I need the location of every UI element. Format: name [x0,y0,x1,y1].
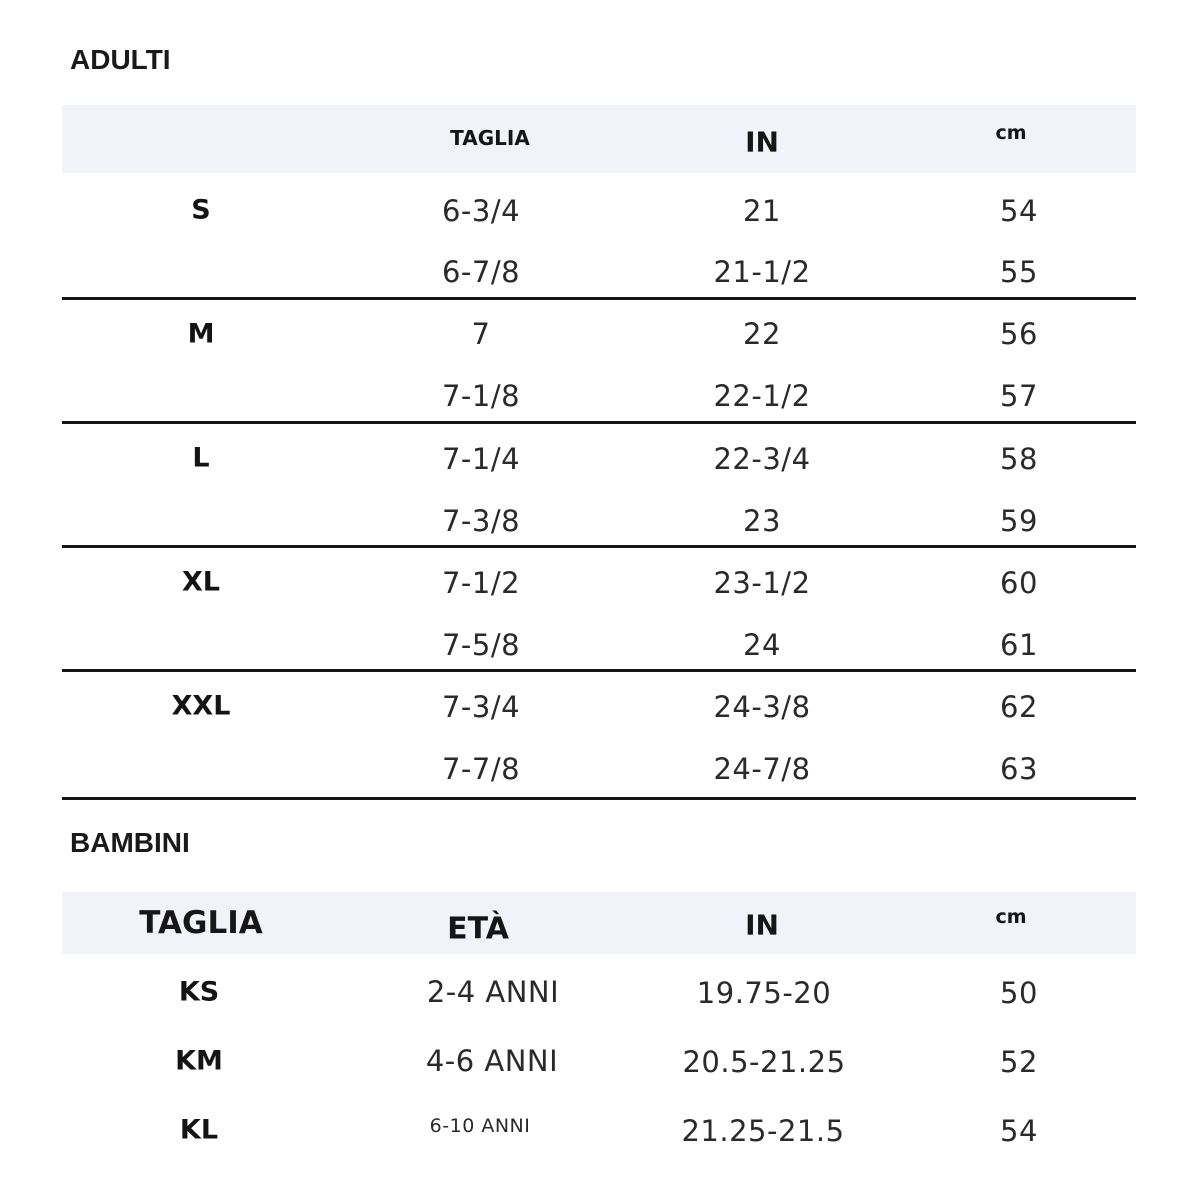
adults-header-cm: cm [995,122,1027,144]
kid-in-value: 20.5-21.25 [682,1045,846,1079]
adult-size-label: XXL [171,690,231,722]
group-divider [62,297,1136,300]
adults-title: ADULTI [70,44,171,75]
adult-cm-value: 54 [1000,194,1038,228]
adult-taglia-value: 7-1/2 [441,566,521,600]
adult-cm-value: 62 [1000,690,1038,724]
kid-age-value: 4-6 ANNI [425,1044,559,1078]
kids-title: BAMBINI [70,827,190,858]
adult-taglia-value: 6-7/8 [441,255,521,289]
adult-in-value: 21 [743,194,781,228]
kids-header-in: IN [745,908,779,942]
adult-taglia-value: 7-7/8 [441,752,521,786]
adult-size-label: M [187,318,215,350]
adult-in-value: 23-1/2 [713,566,811,600]
adult-size-label: S [191,194,211,226]
kid-age-value: 6-10 ANNI [429,1115,531,1137]
adult-in-value: 22-1/2 [713,379,811,413]
adult-in-value: 24 [743,628,781,662]
adult-taglia-value: 7-3/8 [441,504,521,538]
adults-header-band [62,105,1136,173]
table-bottom-rule [62,797,1136,800]
adult-in-value: 23 [743,504,781,538]
adult-cm-value: 60 [1000,566,1038,600]
adults-header-in: IN [745,125,779,159]
kid-age-value: 2-4 ANNI [426,975,560,1009]
group-divider [62,421,1136,424]
kid-size-label: KS [178,976,220,1008]
adult-taglia-value: 7-3/4 [441,690,521,724]
kid-cm-value: 52 [1000,1045,1038,1079]
adult-cm-value: 58 [1000,442,1038,476]
adult-in-value: 22-3/4 [713,442,811,476]
adult-size-label: L [192,442,210,474]
group-divider [62,545,1136,548]
kid-cm-value: 50 [1000,976,1038,1010]
adults-header-size: TAGLIA [450,126,530,150]
adult-cm-value: 61 [1000,628,1038,662]
kid-cm-value: 54 [1000,1114,1038,1148]
group-divider [62,669,1136,672]
kid-in-value: 19.75-20 [696,976,832,1010]
adult-taglia-value: 6-3/4 [441,194,521,228]
adult-in-value: 24-3/8 [713,690,811,724]
kids-header-age: ETÀ [447,911,509,947]
adult-cm-value: 55 [1000,255,1038,289]
adult-taglia-value: 7-1/4 [441,442,521,476]
adult-cm-value: 56 [1000,317,1038,351]
kid-size-label: KL [179,1114,219,1146]
kid-size-label: KM [175,1045,223,1077]
adult-in-value: 21-1/2 [713,255,811,289]
adult-taglia-value: 7-1/8 [441,379,521,413]
adult-taglia-value: 7-5/8 [441,628,521,662]
adult-cm-value: 63 [1000,752,1038,786]
kids-header-size: TAGLIA [139,905,263,941]
adult-taglia-value: 7 [471,317,491,351]
adult-cm-value: 57 [1000,379,1038,413]
adult-in-value: 24-7/8 [713,752,811,786]
adult-in-value: 22 [743,317,781,351]
kid-in-value: 21.25-21.5 [681,1114,845,1148]
adult-cm-value: 59 [1000,504,1038,538]
kids-header-cm: cm [995,906,1027,928]
adult-size-label: XL [181,566,221,598]
